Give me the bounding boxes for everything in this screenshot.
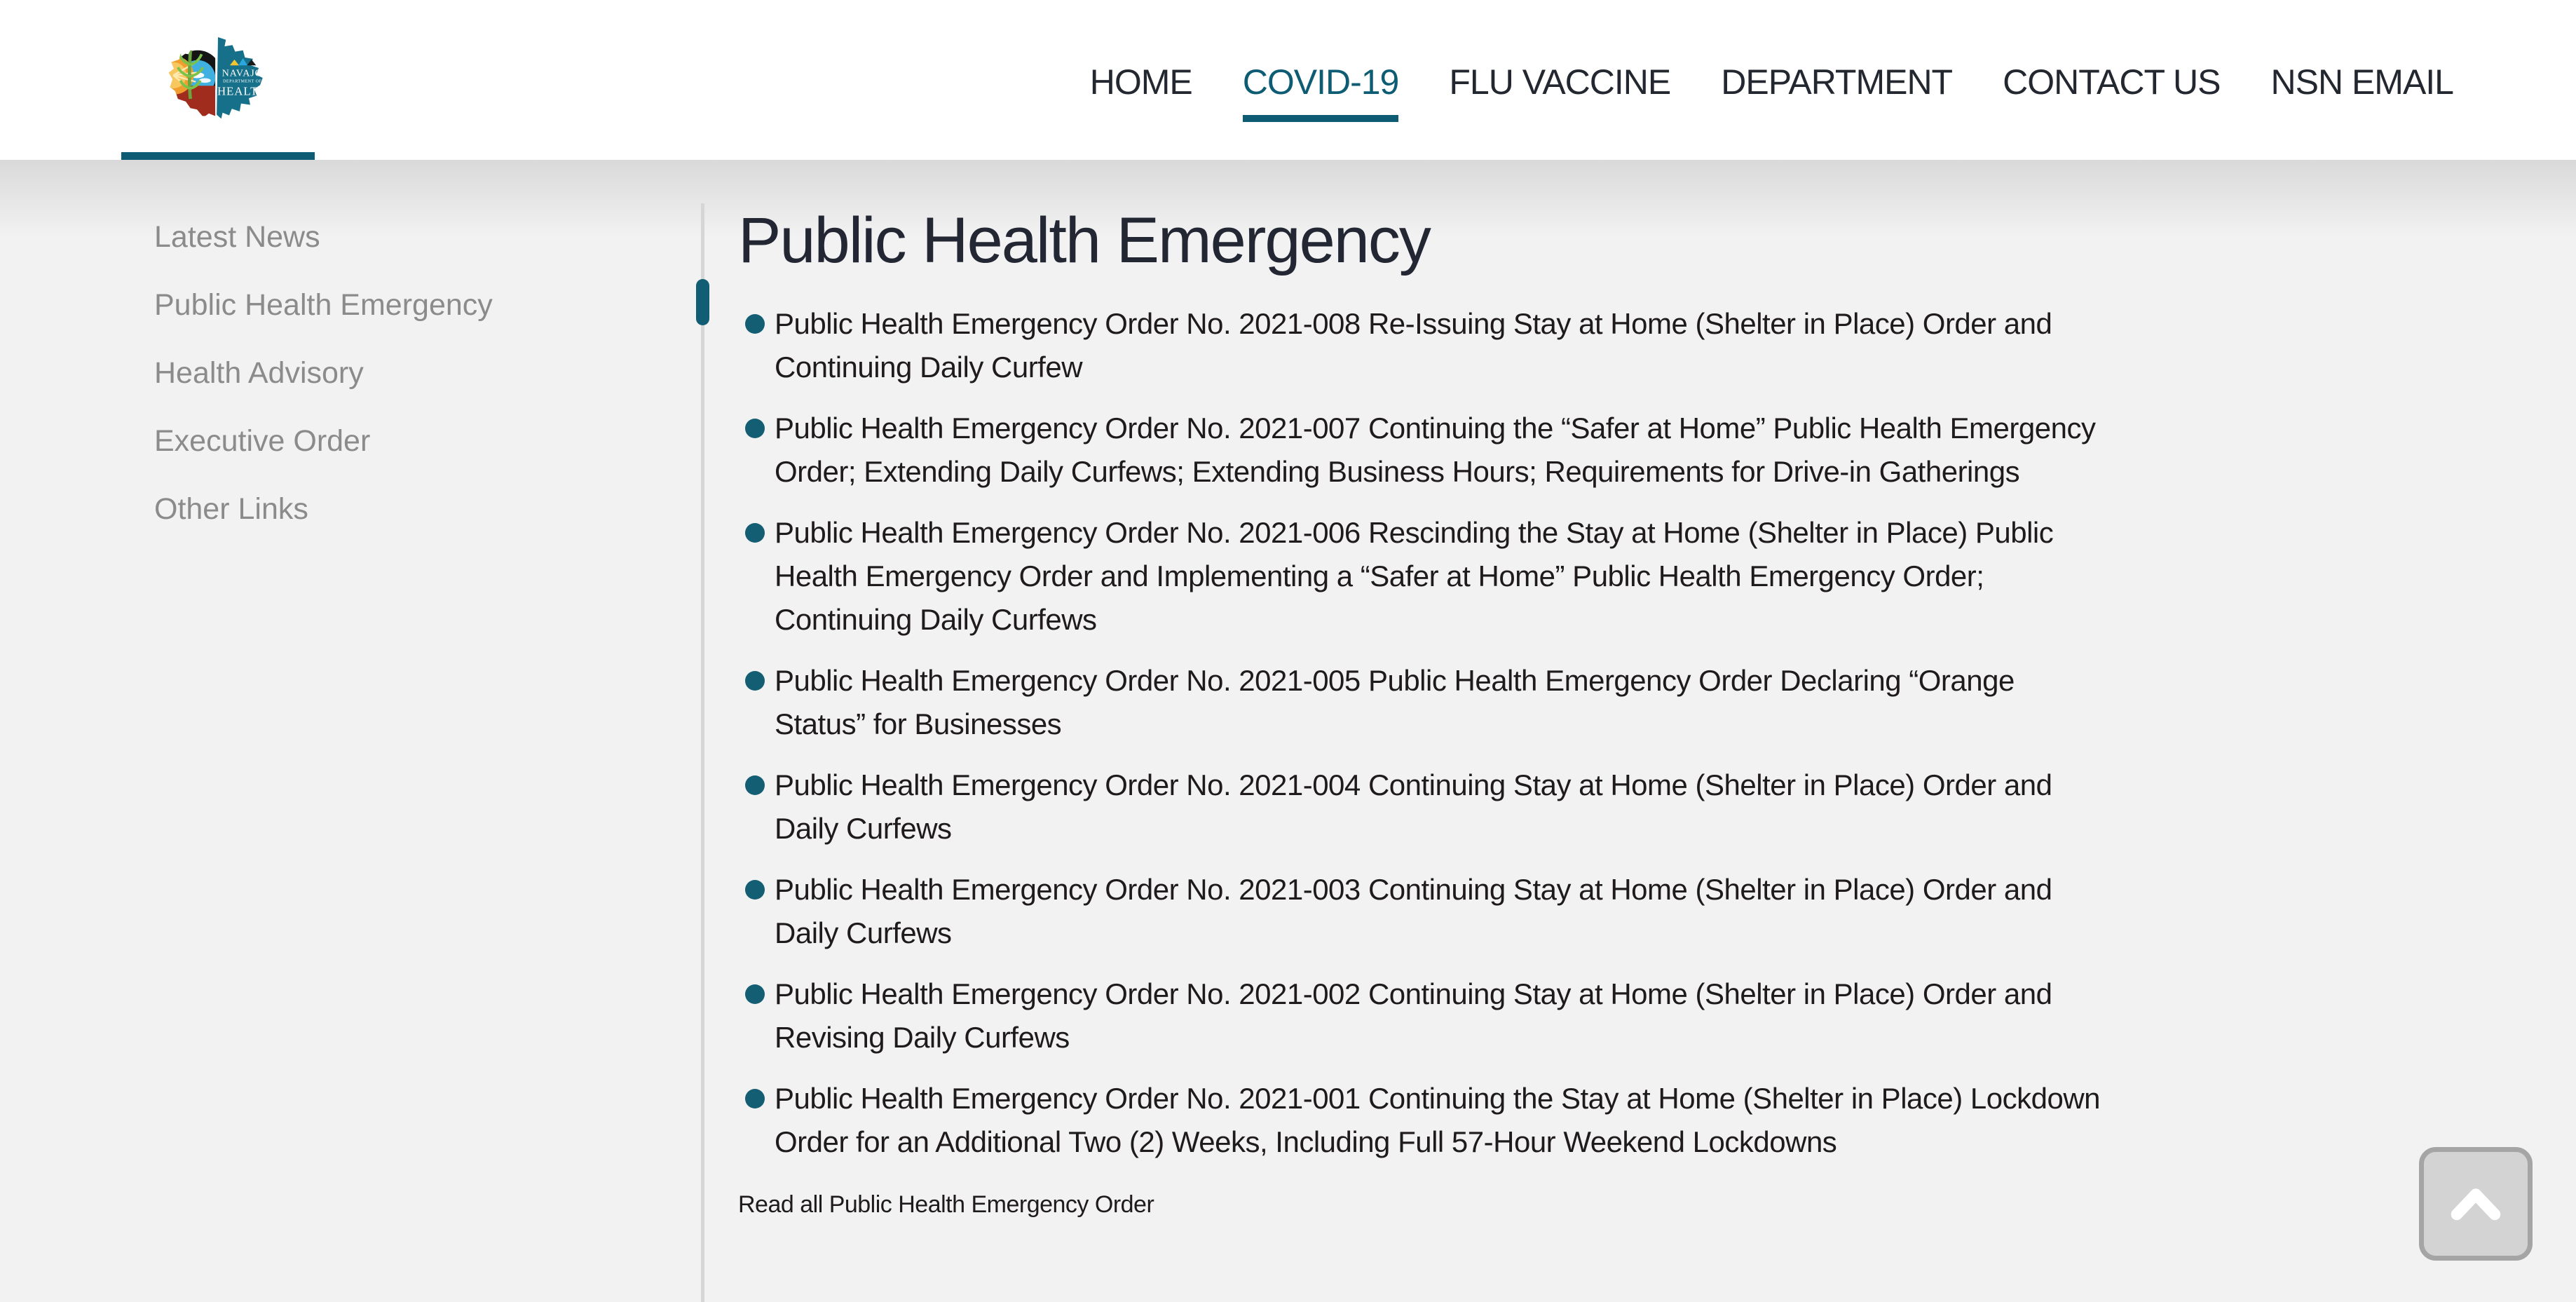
order-link-2021-008[interactable]: Public Health Emergency Order No. 2021-008 Re-Issuing Stay at Home (Shelter in Place) Order and Continuing Daily Curfew <box>775 307 2052 384</box>
list-item <box>738 511 2112 642</box>
nav-item-contact-us[interactable]: CONTACT US <box>2003 62 2221 102</box>
scroll-to-top-button[interactable] <box>2419 1147 2533 1261</box>
nav-item-department[interactable]: DEPARTMENT <box>1721 62 1953 102</box>
order-link-2021-006[interactable]: Public Health Emergency Order No. 2021-006 Rescinding the Stay at Home (Shelter in Place) Public Health Emergency Order and Implementing a “Safer at Home” Public Health Emergency Order; Continuing Daily Curfews <box>775 516 2054 637</box>
bullet-icon <box>745 419 765 438</box>
nav-item-covid-19[interactable] <box>1242 62 1399 102</box>
nav-item-nsn-email[interactable]: NSN EMAIL <box>2270 62 2453 102</box>
logo-active-indicator <box>121 152 315 160</box>
chevron-up-icon <box>2448 1185 2503 1223</box>
list-item <box>738 764 2112 850</box>
bullet-icon <box>745 775 765 795</box>
list-item <box>738 972 2112 1059</box>
bullet-icon <box>745 880 765 900</box>
sidebar-item-latest-news[interactable]: Latest News <box>154 220 320 254</box>
order-link-2021-005[interactable]: Public Health Emergency Order No. 2021-005 Public Health Emergency Order Declaring “Orange Status” for Businesses <box>775 664 2015 741</box>
emergency-order-list <box>738 302 2112 1164</box>
site-logo[interactable] <box>121 0 315 160</box>
nav-item-covid-19-label: COVID-19 <box>1242 62 1399 102</box>
order-link-2021-002[interactable]: Public Health Emergency Order No. 2021-002 Continuing Stay at Home (Shelter in Place) Order and Revising Daily Curfews <box>775 977 2052 1055</box>
order-link-2021-007[interactable]: Public Health Emergency Order No. 2021-007 Continuing the “Safer at Home” Public Health Emergency Order; Extending Daily Curfews; Extending Business Hours; Requirements for Drive-in Gatherings <box>775 412 2096 489</box>
order-link-2021-001[interactable]: Public Health Emergency Order No. 2021-001 Continuing the Stay at Home (Shelter in Place) Lockdown Order for an Additional Two (2) Weeks, Including Full 57-Hour Weekend Lockdowns <box>775 1082 2101 1159</box>
order-link-2021-003[interactable]: Public Health Emergency Order No. 2021-003 Continuing Stay at Home (Shelter in Place) Order and Daily Curfews <box>775 873 2052 950</box>
list-item <box>738 868 2112 955</box>
site-header <box>0 0 2576 160</box>
navajo-health-logo-icon <box>165 0 271 127</box>
bullet-icon <box>745 671 765 691</box>
nav-item-home[interactable]: HOME <box>1089 62 1192 102</box>
bullet-icon <box>745 984 765 1004</box>
list-item <box>738 659 2112 746</box>
list-item <box>738 302 2112 389</box>
nav-item-flu-vaccine[interactable]: FLU VACCINE <box>1449 62 1671 102</box>
page-title: Public Health Emergency <box>738 205 1430 276</box>
sidebar-item-public-health-emergency[interactable]: Public Health Emergency <box>154 288 493 322</box>
active-tab-underline <box>1243 115 1399 122</box>
list-item <box>738 1077 2112 1164</box>
page-body <box>0 160 2576 1302</box>
sidebar <box>0 160 701 1302</box>
sidebar-item-health-advisory[interactable]: Health Advisory <box>154 356 364 390</box>
bullet-icon <box>745 523 765 543</box>
section-scrollbar-thumb[interactable] <box>696 279 709 325</box>
svg-text:HEALTH: HEALTH <box>217 84 268 98</box>
order-link-2021-004[interactable]: Public Health Emergency Order No. 2021-004 Continuing Stay at Home (Shelter in Place) Order and Daily Curfews <box>775 768 2052 846</box>
svg-text:NAVAJO: NAVAJO <box>222 67 263 79</box>
bullet-icon <box>745 1089 765 1108</box>
main-nav <box>1089 62 2453 102</box>
list-item <box>738 407 2112 494</box>
sidebar-item-other-links[interactable]: Other Links <box>154 492 308 526</box>
content-panel <box>701 203 2576 1302</box>
sidebar-item-executive-order[interactable]: Executive Order <box>154 424 371 458</box>
svg-text:DEPARTMENT OF: DEPARTMENT OF <box>223 79 262 84</box>
bullet-icon <box>745 314 765 334</box>
read-all-link[interactable]: Read all Public Health Emergency Order <box>738 1191 1154 1219</box>
